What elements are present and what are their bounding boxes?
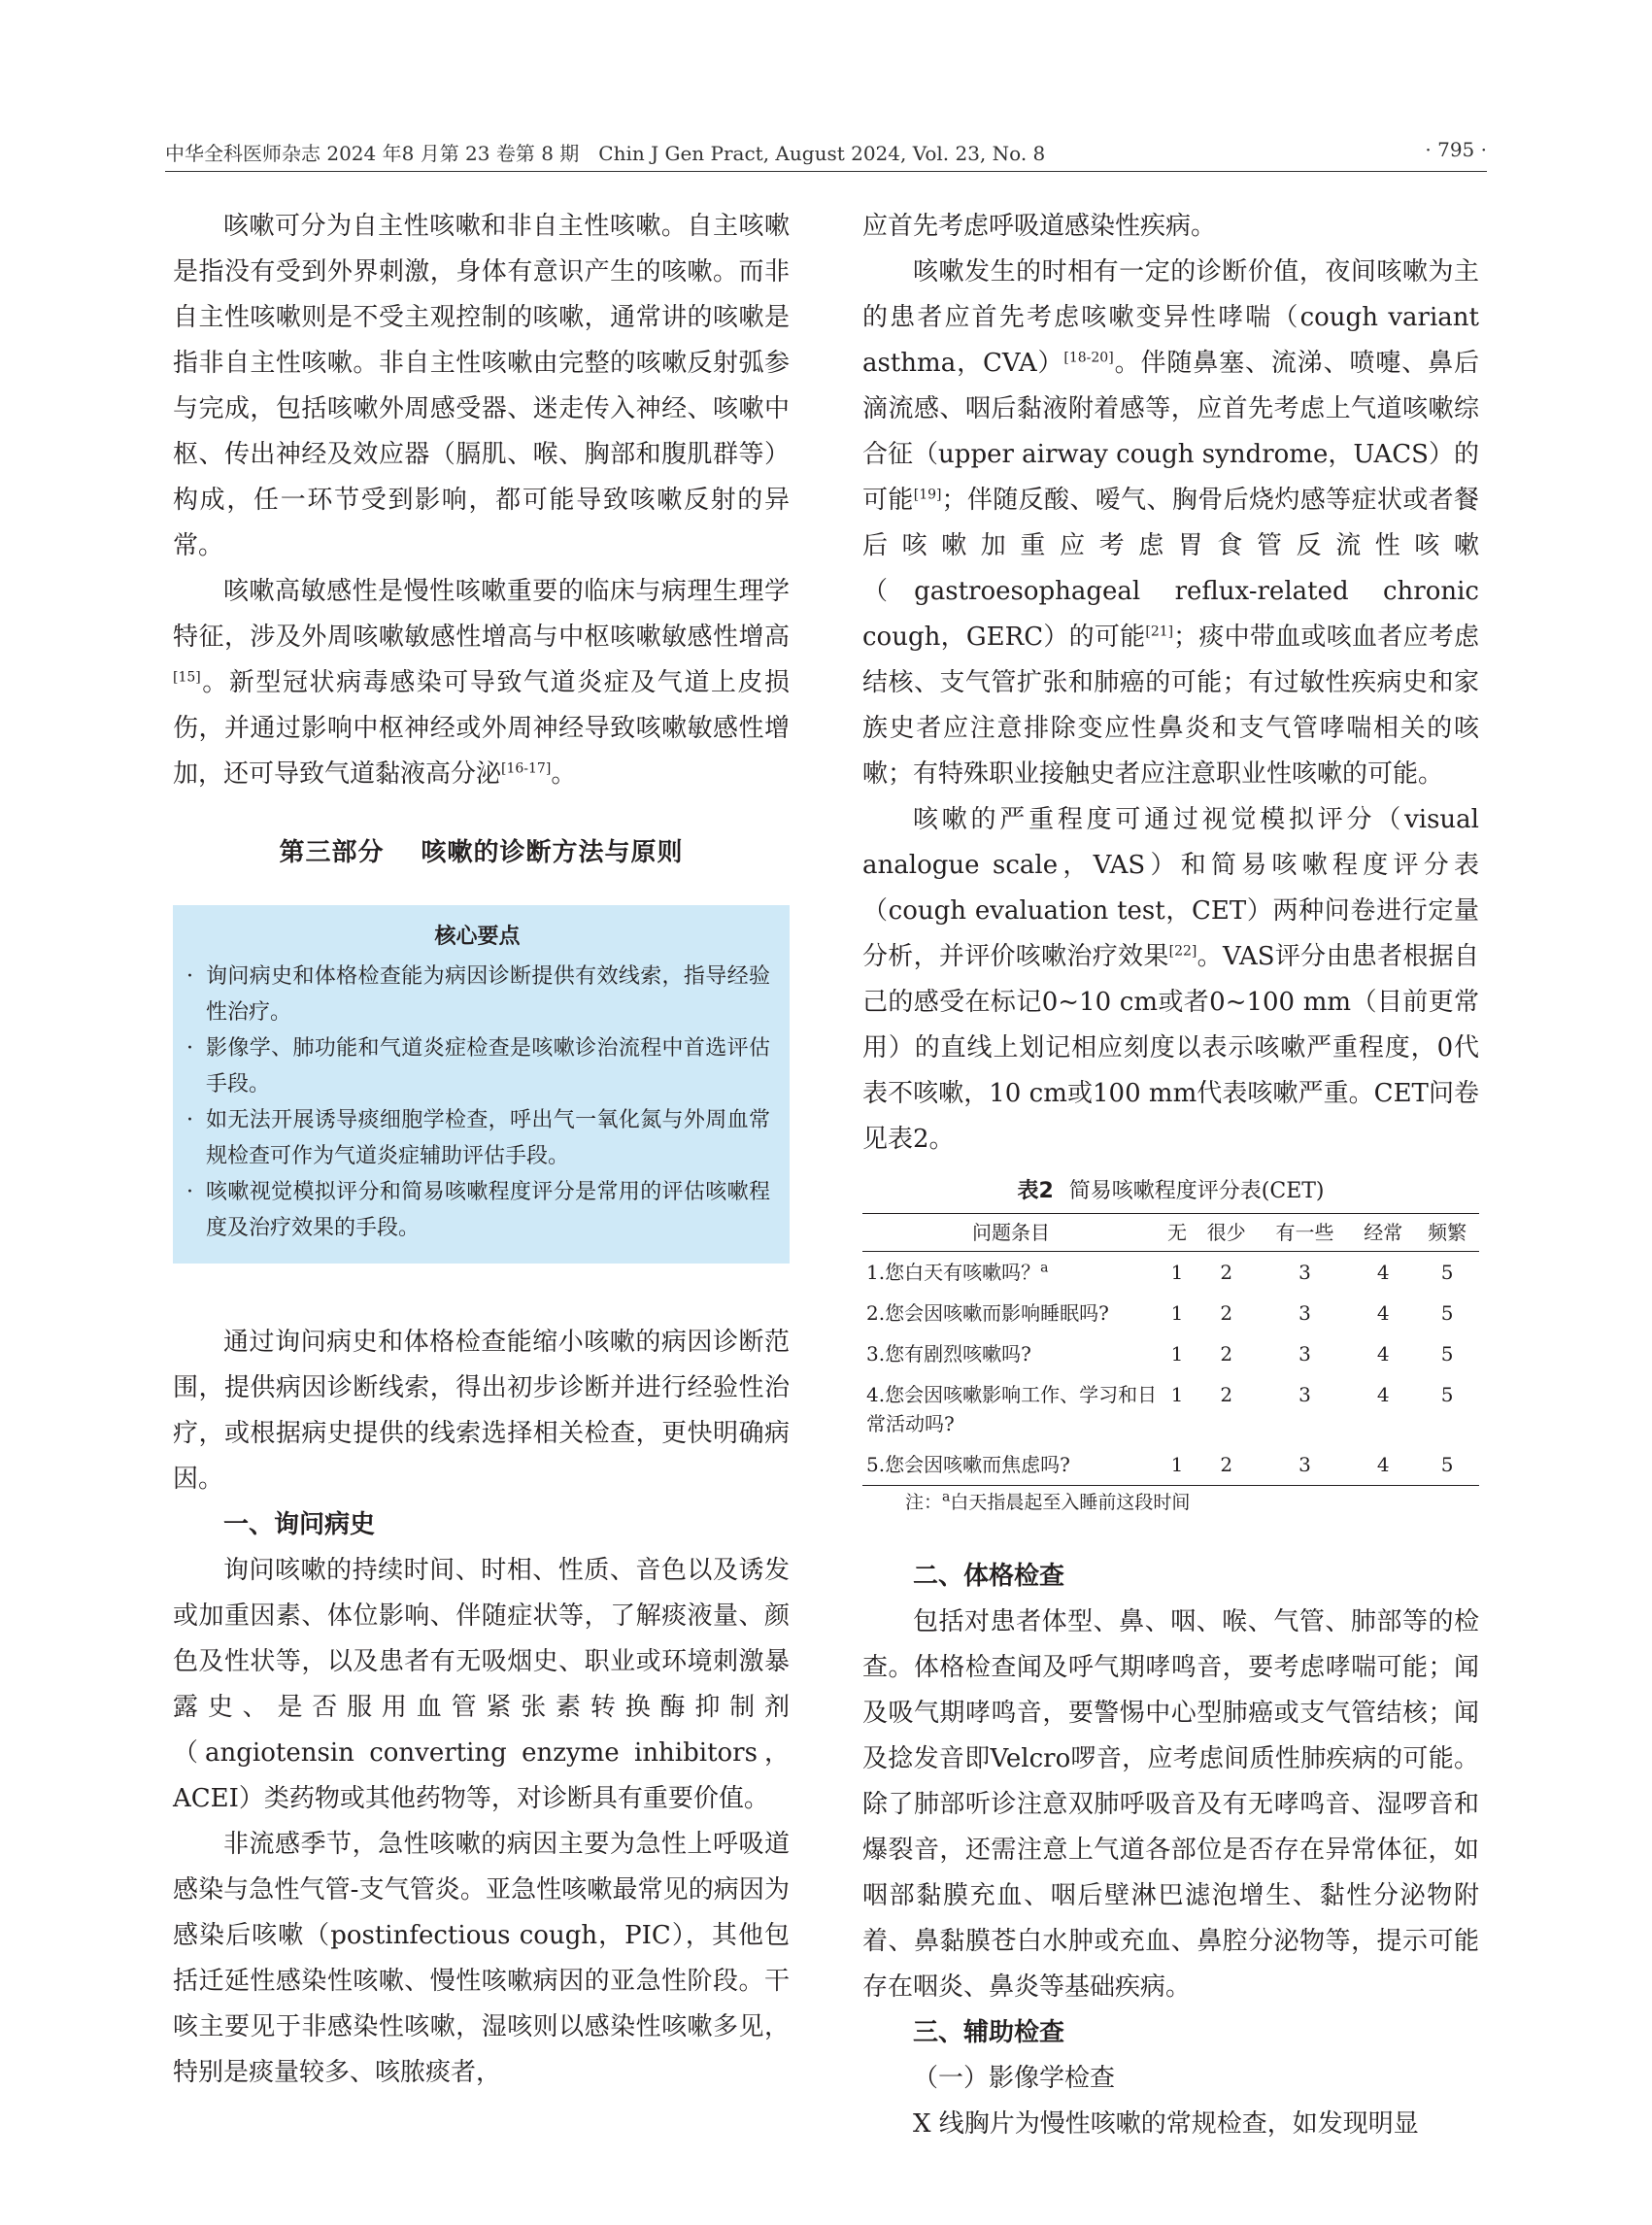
paragraph-cough-timing [862, 250, 1479, 797]
paragraph-cough-severity [862, 797, 1479, 1163]
score-cell: 3 [1298, 1342, 1311, 1365]
table-label: 表2 [1017, 1179, 1054, 1203]
table-row [862, 1374, 1479, 1444]
score-cell: 3 [1298, 1383, 1311, 1406]
question-cell: 2.您会因咳嗽而影响睡眠吗? [866, 1301, 1109, 1325]
score-cell: 5 [1440, 1301, 1454, 1325]
footnote-prefix: 注： [905, 1492, 943, 1513]
score-cell: 1 [1170, 1301, 1184, 1325]
journal-citation: 中华全科医师杂志 2024 年8 月第 23 卷第 8 期 Chin J Gen Pract, August 2024, Vol. 23, No. 8 [165, 142, 1046, 165]
cet-table-block [862, 1174, 1479, 1519]
paragraph-text: ；伴随反酸、嗳气、胸骨后烧灼感等症状或者餐后咳嗽加重应考虑胃食管反流性咳嗽（gastroesophageal reflux-related chronic cough，GERC）的可能 [862, 486, 1479, 652]
score-cell: 1 [1170, 1342, 1184, 1365]
score-cell: 4 [1376, 1342, 1390, 1365]
paragraph-cough-hypersensitivity [173, 569, 790, 797]
part-name: 咳嗽的诊断方法与原则 [421, 838, 684, 867]
running-header [165, 138, 1487, 172]
bullet-icon: · [186, 1108, 193, 1132]
bullet-icon: · [186, 964, 193, 989]
citation-ref[interactable]: [19] [913, 487, 942, 503]
paragraph-history-details: 询问咳嗽的持续时间、时相、性质、音色以及诱发或加重因素、体位影响、伴随症状等，了解痰液量、颜色及性状等，以及患者有无吸烟史、职业或环境刺激暴露史、是否服用血管紧张素转换酶抑制剂（angiotensin converting enzyme inhibitors，ACEI）类药物或其他药物等，对诊断具有重要价值。 [173, 1556, 790, 1813]
key-point-text: 如无法开展诱导痰细胞学检查，呼出气一氧化氮与外周血常规检查可作为气道炎症辅助评估手段。 [206, 1108, 770, 1168]
key-point-item [185, 1030, 770, 1102]
score-cell: 3 [1298, 1453, 1311, 1476]
citation-ref[interactable]: [18-20] [1063, 350, 1114, 366]
cet-table [862, 1213, 1479, 1486]
paragraph-text: 咳嗽发生的时相有一定的诊断价值，夜间咳嗽为主的患者应首先考虑咳嗽变异性哮喘（cough variant asthma，CVA） [862, 257, 1479, 378]
question-text: 1.您白天有咳嗽吗？ [866, 1261, 1041, 1284]
table-title: 简易咳嗽程度评分表(CET) [1068, 1179, 1325, 1203]
score-cell: 2 [1220, 1342, 1233, 1365]
column-header: 问题条目 [862, 1214, 1160, 1252]
right-column [862, 204, 1479, 2147]
paragraph-imaging: X 线胸片为慢性咳嗽的常规检查，如发现明显 [913, 2109, 1419, 2139]
paragraph-text: 。新型冠状病毒感染可导致气道炎症及气道上皮损伤，并通过影响中枢神经或外周神经导致咳嗽敏感性增加，还可导致气道黏液高分泌 [173, 668, 790, 789]
score-cell: 2 [1220, 1383, 1233, 1406]
paragraph-text: 咳嗽的严重程度可通过视觉模拟评分（visual analogue scale，VAS）和简易咳嗽程度评分表（cough evaluation test，CET）两种问卷进行定量分析，并评价咳嗽治疗效果 [862, 805, 1479, 971]
column-header: 有一些 [1259, 1214, 1352, 1252]
table-row [862, 1252, 1479, 1294]
paragraph-acute-cough: 非流感季节，急性咳嗽的病因主要为急性上呼吸道感染与急性气管-支气管炎。亚急性咳嗽最常见的病因为感染后咳嗽（postinfectious cough，PIC），其他包括迁延性感染性咳嗽、慢性咳嗽病因的亚急性阶段。干咳主要见于非感染性咳嗽，湿咳则以感染性咳嗽多见，特别是痰量较多、咳脓痰者， [173, 1830, 790, 2087]
part-title [173, 830, 790, 876]
section-heading-auxiliary-exam: 三、辅助检查 [913, 2018, 1065, 2047]
citation-ref[interactable]: [15] [173, 669, 201, 686]
paragraph-cough-types: 咳嗽可分为自主性咳嗽和非自主性咳嗽。自主咳嗽是指没有受到外界刺激，身体有意识产生的咳嗽。而非自主性咳嗽则是不受主观控制的咳嗽，通常讲的咳嗽是指非自主性咳嗽。非自主性咳嗽由完整的咳嗽反射弧参与完成，包括咳嗽外周感受器、迷走传入神经、咳嗽中枢、传出神经及效应器（膈肌、喉、胸部和腹肌群等）构成，任一环节受到影响，都可能导致咳嗽反射的异常。 [173, 212, 790, 560]
score-cell: 5 [1440, 1342, 1454, 1365]
section-heading-history: 一、询问病史 [223, 1510, 376, 1539]
paragraph-text: 咳嗽高敏感性是慢性咳嗽重要的临床与病理生理学特征，涉及外周咳嗽敏感性增高与中枢咳嗽敏感性增高 [173, 577, 790, 652]
score-cell: 5 [1440, 1453, 1454, 1476]
footnote-marker: a [1040, 1260, 1049, 1276]
score-cell: 3 [1298, 1261, 1311, 1284]
section-heading-physical-exam: 二、体格检查 [913, 1562, 1065, 1591]
paragraph-history-exam-intro: 通过询问病史和体格检查能缩小咳嗽的病因诊断范围，提供病因诊断线索，得出初步诊断并进行经验性治疗，或根据病史提供的线索选择相关检查，更快明确病因。 [173, 1328, 790, 1494]
paragraph-physical-exam: 包括对患者体型、鼻、咽、喉、气管、肺部等的检查。体格检查闻及呼气期哮鸣音，要考虑哮喘可能；闻及吸气期哮鸣音，要警惕中心型肺癌或支气管结核；闻及捻发音即Velcro啰音，应考虑间质性肺疾病的可能。除了肺部听诊注意双肺呼吸音及有无哮鸣音、湿啰音和爆裂音，还需注意上气道各部位是否存在异常体征，如咽部黏膜充血、咽后壁淋巴滤泡增生、黏性分泌物附着、鼻黏膜苍白水肿或充血、鼻腔分泌物等，提示可能存在咽炎、鼻炎等基础疾病。 [862, 1607, 1479, 2002]
key-point-text: 咳嗽视觉模拟评分和简易咳嗽程度评分是常用的评估咳嗽程度及治疗效果的手段。 [206, 1180, 770, 1240]
question-cell: 5.您会因咳嗽而焦虑吗? [866, 1453, 1070, 1476]
paragraph-text: 。伴随鼻塞、流涕、喷嚏、鼻后滴流感、咽后黏液附着感等，应首先考虑上气道咳嗽综合征（upper airway cough syndrome，UACS）的可能 [862, 349, 1479, 515]
footnote-text: 白天指晨起至入睡前这段时间 [950, 1492, 1191, 1513]
key-points-box [173, 905, 790, 1264]
key-points-title: 核心要点 [434, 925, 521, 949]
paragraph-continuation: 应首先考虑呼吸道感染性疾病。 [862, 212, 1217, 241]
column-header: 很少 [1195, 1214, 1259, 1252]
score-cell: 4 [1376, 1261, 1390, 1284]
footnote-marker: a [942, 1489, 951, 1505]
part-number: 第三部分 [279, 838, 385, 867]
score-cell: 1 [1170, 1453, 1184, 1476]
table-header-row [862, 1214, 1479, 1252]
key-point-text: 询问病史和体格检查能为病因诊断提供有效线索，指导经验性治疗。 [206, 964, 770, 1025]
column-header: 频繁 [1415, 1214, 1479, 1252]
bullet-icon: · [186, 1180, 193, 1204]
question-cell [862, 1252, 1160, 1294]
score-cell: 2 [1220, 1301, 1233, 1325]
citation-ref[interactable]: [22] [1168, 943, 1197, 960]
score-cell: 3 [1298, 1301, 1311, 1325]
paragraph-text: 。VAS评分由患者根据自己的感受在标记0~10 cm或者0~100 mm（目前更常用）的直线上划记相应刻度以表示咳嗽严重程度，0代表不咳嗽，10 cm或100 mm代表咳嗽严重。CET问卷见表2。 [862, 942, 1479, 1154]
page-number: · 795 · [1425, 138, 1487, 161]
score-cell: 1 [1170, 1261, 1184, 1284]
table-caption [862, 1174, 1479, 1209]
table-row [862, 1293, 1479, 1333]
score-cell: 5 [1440, 1261, 1454, 1284]
question-cell: 4.您会因咳嗽影响工作、学习和日常活动吗? [866, 1383, 1158, 1435]
score-cell: 1 [1170, 1383, 1184, 1406]
table-footnote [862, 1486, 1479, 1519]
score-cell: 4 [1376, 1453, 1390, 1476]
score-cell: 2 [1220, 1453, 1233, 1476]
left-column [173, 204, 790, 2096]
citation-ref[interactable]: [21] [1145, 624, 1174, 640]
table-row [862, 1333, 1479, 1374]
citation-ref[interactable]: [16-17] [501, 760, 552, 777]
score-cell: 4 [1376, 1301, 1390, 1325]
column-header: 无 [1160, 1214, 1195, 1252]
key-point-item [185, 1174, 770, 1246]
column-header: 经常 [1351, 1214, 1415, 1252]
score-cell: 2 [1220, 1261, 1233, 1284]
bullet-icon: · [186, 1036, 193, 1061]
paragraph-text: ；痰中带血或咳血者应考虑结核、支气管扩张和肺癌的可能；有过敏性疾病史和家族史者应注意排除变应性鼻炎和支气管哮喘相关的咳嗽；有特殊职业接触史者应注意职业性咳嗽的可能。 [862, 623, 1479, 789]
paragraph-text: 。 [551, 759, 577, 789]
question-cell: 3.您有剧烈咳嗽吗? [866, 1342, 1031, 1365]
key-point-item [185, 1102, 770, 1174]
key-point-text: 影像学、肺功能和气道炎症检查是咳嗽诊治流程中首选评估手段。 [206, 1036, 770, 1096]
score-cell: 5 [1440, 1383, 1454, 1406]
table-row [862, 1444, 1479, 1486]
key-point-item [185, 959, 770, 1030]
score-cell: 4 [1376, 1383, 1390, 1406]
subsection-heading-imaging: （一）影像学检查 [913, 2064, 1116, 2093]
